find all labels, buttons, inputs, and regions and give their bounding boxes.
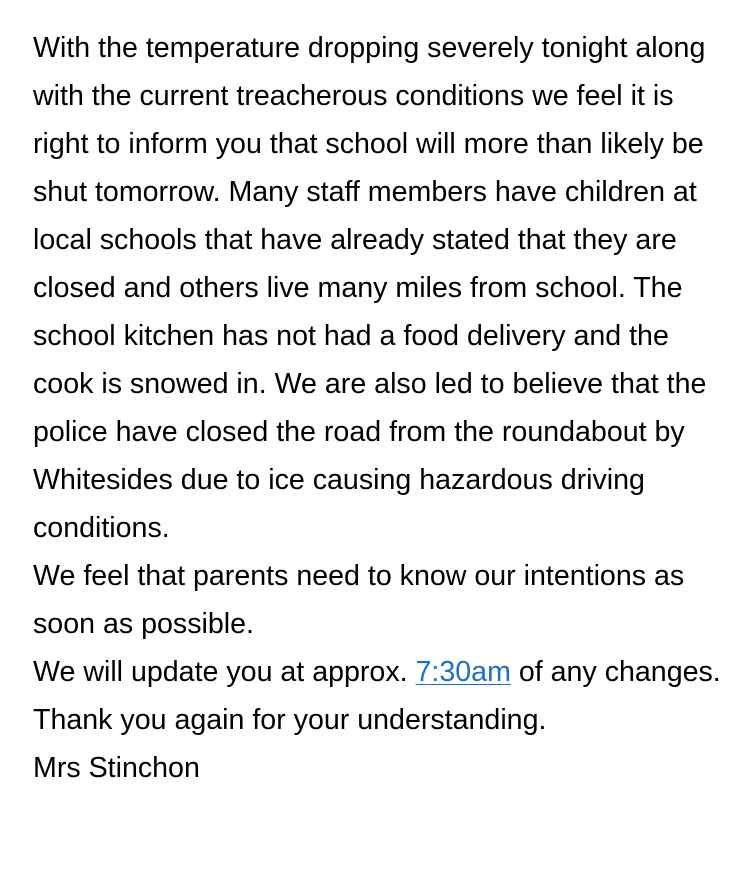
signature: Mrs Stinchon [33, 752, 200, 784]
time-link[interactable]: 7:30am [415, 656, 511, 688]
update-suffix: of any changes. [510, 656, 721, 688]
message-body [33, 24, 723, 792]
update-line [33, 648, 723, 696]
parents-line: We feel that parents need to know our intentions as soon as possible. [33, 560, 685, 640]
body-paragraph: With the temperature dropping severely tonight along with the current treacherous conditions we feel it is right to inform you that school will more than likely be shut tomorrow. Many staff members have children at local schools that have already stated that they are closed and others live many miles from school. The school kitchen has not had a food delivery and the cook is snowed in. We are also led to believe that the police have closed the road from the roundabout by Whitesides due to ice causing hazardous driving conditions. [33, 32, 707, 544]
update-prefix: We will update you at approx. [33, 656, 416, 688]
thanks-line: Thank you again for your understanding. [33, 704, 547, 736]
